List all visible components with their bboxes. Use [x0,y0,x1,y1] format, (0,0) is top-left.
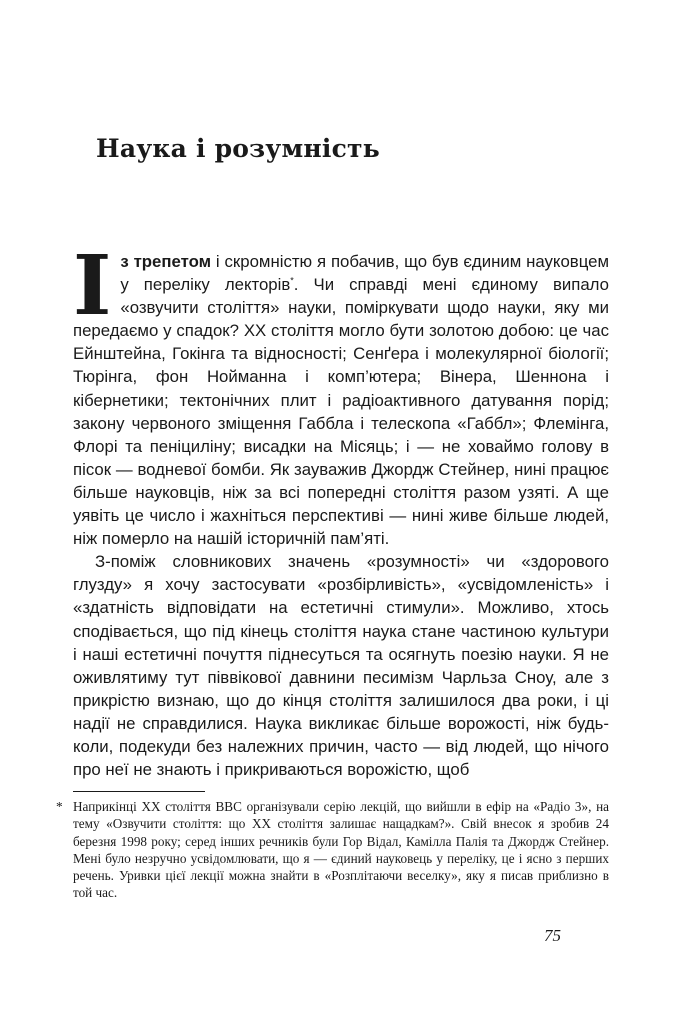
drop-cap: І [73,238,112,334]
page-number: 75 [544,926,561,945]
footnote-mark: * [56,799,63,814]
footnote-reference[interactable]: * [290,275,294,286]
chapter-title: Наука і розумність [96,134,380,163]
main-text [73,238,609,781]
lead-in-bold: з трепетом [120,252,212,271]
paragraph-1-text-b: . Чи справді мені єдиному випало «озвучити століття» науки, поміркувати щодо науки, яку ми передаємо у спадок? ХХ століття могло бути золотою добою: це час Ейнштейна, Гокінга та відносності; Сенґера і молекулярної біології; Тюрінга, фон Ноймaнна і комп’ютера; Вінера, Шеннона і кібернетики; тектонічних плит і радіоактивного датування порід; закону червоного зміщення Габбла і телескопа «Габбл»; Флемінга, Флорі та пеніциліну; висадки на Місяць; і — не ховаймо голову в пісок — водневої бомби. Як зауважив Джордж Стейнер, нині працює більше науковців, ніж за всі попередні століття разом узяті. А ще уявіть це число і жахніться перспективі — нині живе більше людей, ніж померло на нашій історичній пам’яті. [73,275,609,549]
paragraph-1 [73,238,609,550]
footnote [56,798,609,902]
paragraph-2: З-поміж словникових значень «розумності» чи «здорового глузду» я хочу застосувати «розбірливість», «усвідомленість» і «здатність відповідати на естетичні стимули». Можливо, хтось сподівається, що під кінець століття наука стане частиною культури і наші естетичні почуття піднесуться та осягнуть поезію науки. Я не оживлятиму тут піввікової давнини песимізм Чарльза Сноу, але з прикрістю визнаю, що до кінця століття залишилося два роки, і ці надії не справдилися. Наука викликає більше ворожості, ніж будь-коли, подекуди без належних причин, часто — від людей, що нічого про неї не знають і прикриваються ворожістю, щоб [73,552,609,780]
paragraph-1-text-a: і скромністю я побачив, що був єдиним науковцем у переліку лекторів [120,252,609,295]
footnote-text: Наприкінці ХХ століття BBC організували серію лекцій, що вийшли в ефір на «Радіо 3», на тему «Озвучити століття: що ХХ століття залишає нащадкам?». Свій внесок я зробив 24 березня 1998 року; серед інших речників були Гор Відал, Камілла Палія та Джордж Стейнер. Мені було незручно усвідомлювати, що я — єдиний науковець у переліку, це і ясно з перших речень. Уривки цієї лекції можна знайти в «Розплітаючи веселку», яку я писав приблизно в той час. [73,799,609,901]
footnote-divider [73,791,205,792]
